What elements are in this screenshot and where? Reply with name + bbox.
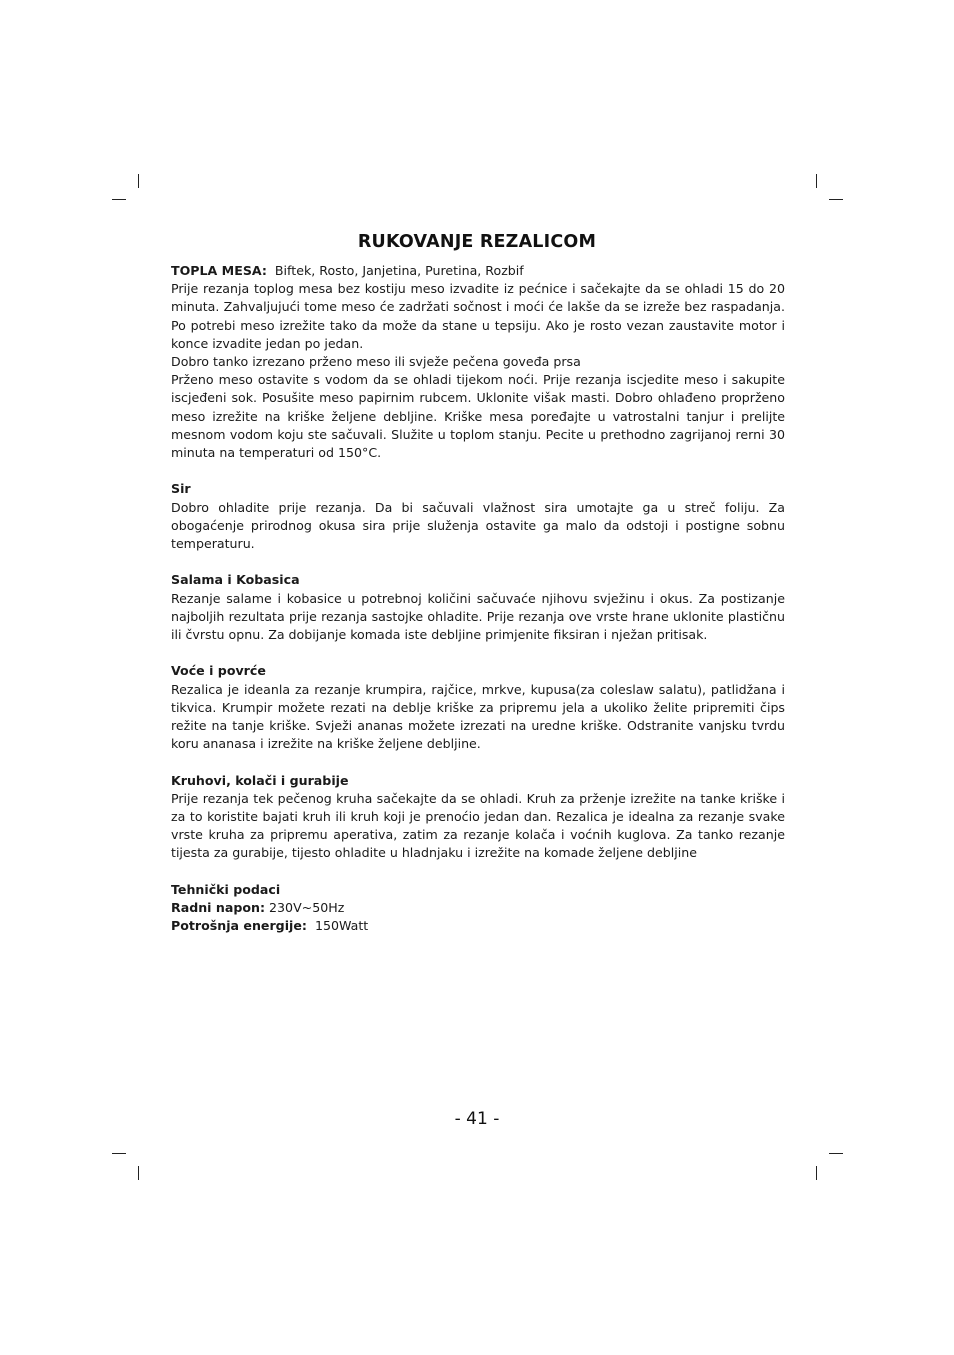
topla-mesa-paragraph-2: Dobro tanko izrezano prženo meso ili svježe pečena goveđa prsa <box>171 354 581 370</box>
crop-mark-top-left-horizontal <box>112 199 126 200</box>
topla-mesa-line <box>171 262 785 280</box>
page-number: - 41 - <box>454 1109 500 1129</box>
topla-mesa-paragraph-3: Prženo meso ostavite s vodom da se ohladi tijekom noći. Prije rezanja iscjedite meso i sakupite iscjeđeni sok. Posušite meso papirnim rubcem. Uklonite višak masti. Dobro ohlađeno proprženo meso izrežite na kriške željene debljine. Kriške mesa poređajte u vatrostalni tanjur i prelijte mesnom vodom koju ste sačuvali. Služite u toplom stanju. Pecite u prethodno zagrijanoj rerni 30 minuta na temperaturi od 150°C. <box>171 372 785 461</box>
energija-label: Potrošnja energije: <box>171 918 307 934</box>
voce-text: Rezalica je ideanla za rezanje krumpira, rajčice, mrkve, kupusa(za coleslaw salatu), patlidžana i tikvica. Krumpir možete rezati na deblje kriške za pripremu jela a ukoliko želite pripremiti čips režite na tanje kriške. Svježi ananas možete izrezati na uredne kriške. Odstranite vanjsku tvrdu koru ananasa i izrežite na kriške željene debljine. <box>171 681 785 752</box>
voce-heading: Voće i povrće <box>171 663 266 679</box>
napon-value: 230V~50Hz <box>269 900 345 916</box>
napon-line <box>171 899 785 917</box>
crop-mark-top-right-vertical <box>816 174 817 188</box>
document-body <box>171 262 785 935</box>
topla-mesa-paragraph-1: Prije rezanja toplog mesa bez kostiju meso izvadite iz pećnice i sačekajte da se ohladi 15 do 20 minuta. Zahvaljujući tome meso će zadržati sočnost i moći će lakše da se izreže bez raspadanja. Po potrebi meso izrežite tako da može da stane u tepsiju. Ako je rosto vezan zaustavite motor i konce izvadite jedan po jedan. <box>171 281 785 351</box>
salama-text: Rezanje salame i kobasice u potrebnoj količini sačuvaće njihovu svježinu i okus. Za postizanje najboljih rezultata prije rezanja sastojke ohladite. Prije rezanja ove vrste hrane uklonite plastičnu ili čvrstu opnu. Za dobijanje komada iste debljine primjenite fiksiran i nježan pritisak. <box>171 590 785 643</box>
topla-mesa-label: TOPLA MESA: <box>171 263 267 278</box>
sir-text: Dobro ohladite prije rezanja. Da bi sačuvali vlažnost sira umotajte ga u streč foliju. Za obogaćenje prirodnog okusa sira prije služenja ostavite ga malo da odstoji i postigne sobnu temperaturu. <box>171 499 785 552</box>
page-title: RUKOVANJE REZALICOM <box>357 232 597 252</box>
crop-mark-bottom-left-vertical <box>138 1166 139 1180</box>
salama-heading: Salama i Kobasica <box>171 572 300 588</box>
crop-mark-bottom-right-vertical <box>816 1166 817 1180</box>
energija-line <box>171 917 785 935</box>
crop-mark-bottom-left-horizontal <box>112 1153 126 1154</box>
kruhovi-heading: Kruhovi, kolači i gurabije <box>171 772 349 788</box>
energija-value: 150Watt <box>314 918 369 934</box>
sir-heading: Sir <box>171 481 191 497</box>
crop-mark-top-right-horizontal <box>829 199 843 200</box>
topla-mesa-items: Biftek, Rosto, Janjetina, Puretina, Rozbif <box>274 263 524 278</box>
crop-mark-bottom-right-horizontal <box>829 1153 843 1154</box>
kruhovi-text: Prije rezanja tek pečenog kruha sačekajte da se ohladi. Kruh za prženje izrežite na tanke kriške i za to koristite bajati kruh ili kruh koji je prenoćio jedan dan. Rezalica je idealna za rezanje svake vrste kruha za pripremu aperativa, zatim za rezanje kolača i voćnih kuglova. Za tanko rezanje tijesta za gurabije, tijesto ohladite u hladnjaku i izrežite na komade željene debljine <box>171 790 785 861</box>
napon-label: Radni napon: <box>171 900 266 916</box>
crop-mark-top-left-vertical <box>138 174 139 188</box>
tehnicki-heading: Tehnički podaci <box>171 881 281 897</box>
